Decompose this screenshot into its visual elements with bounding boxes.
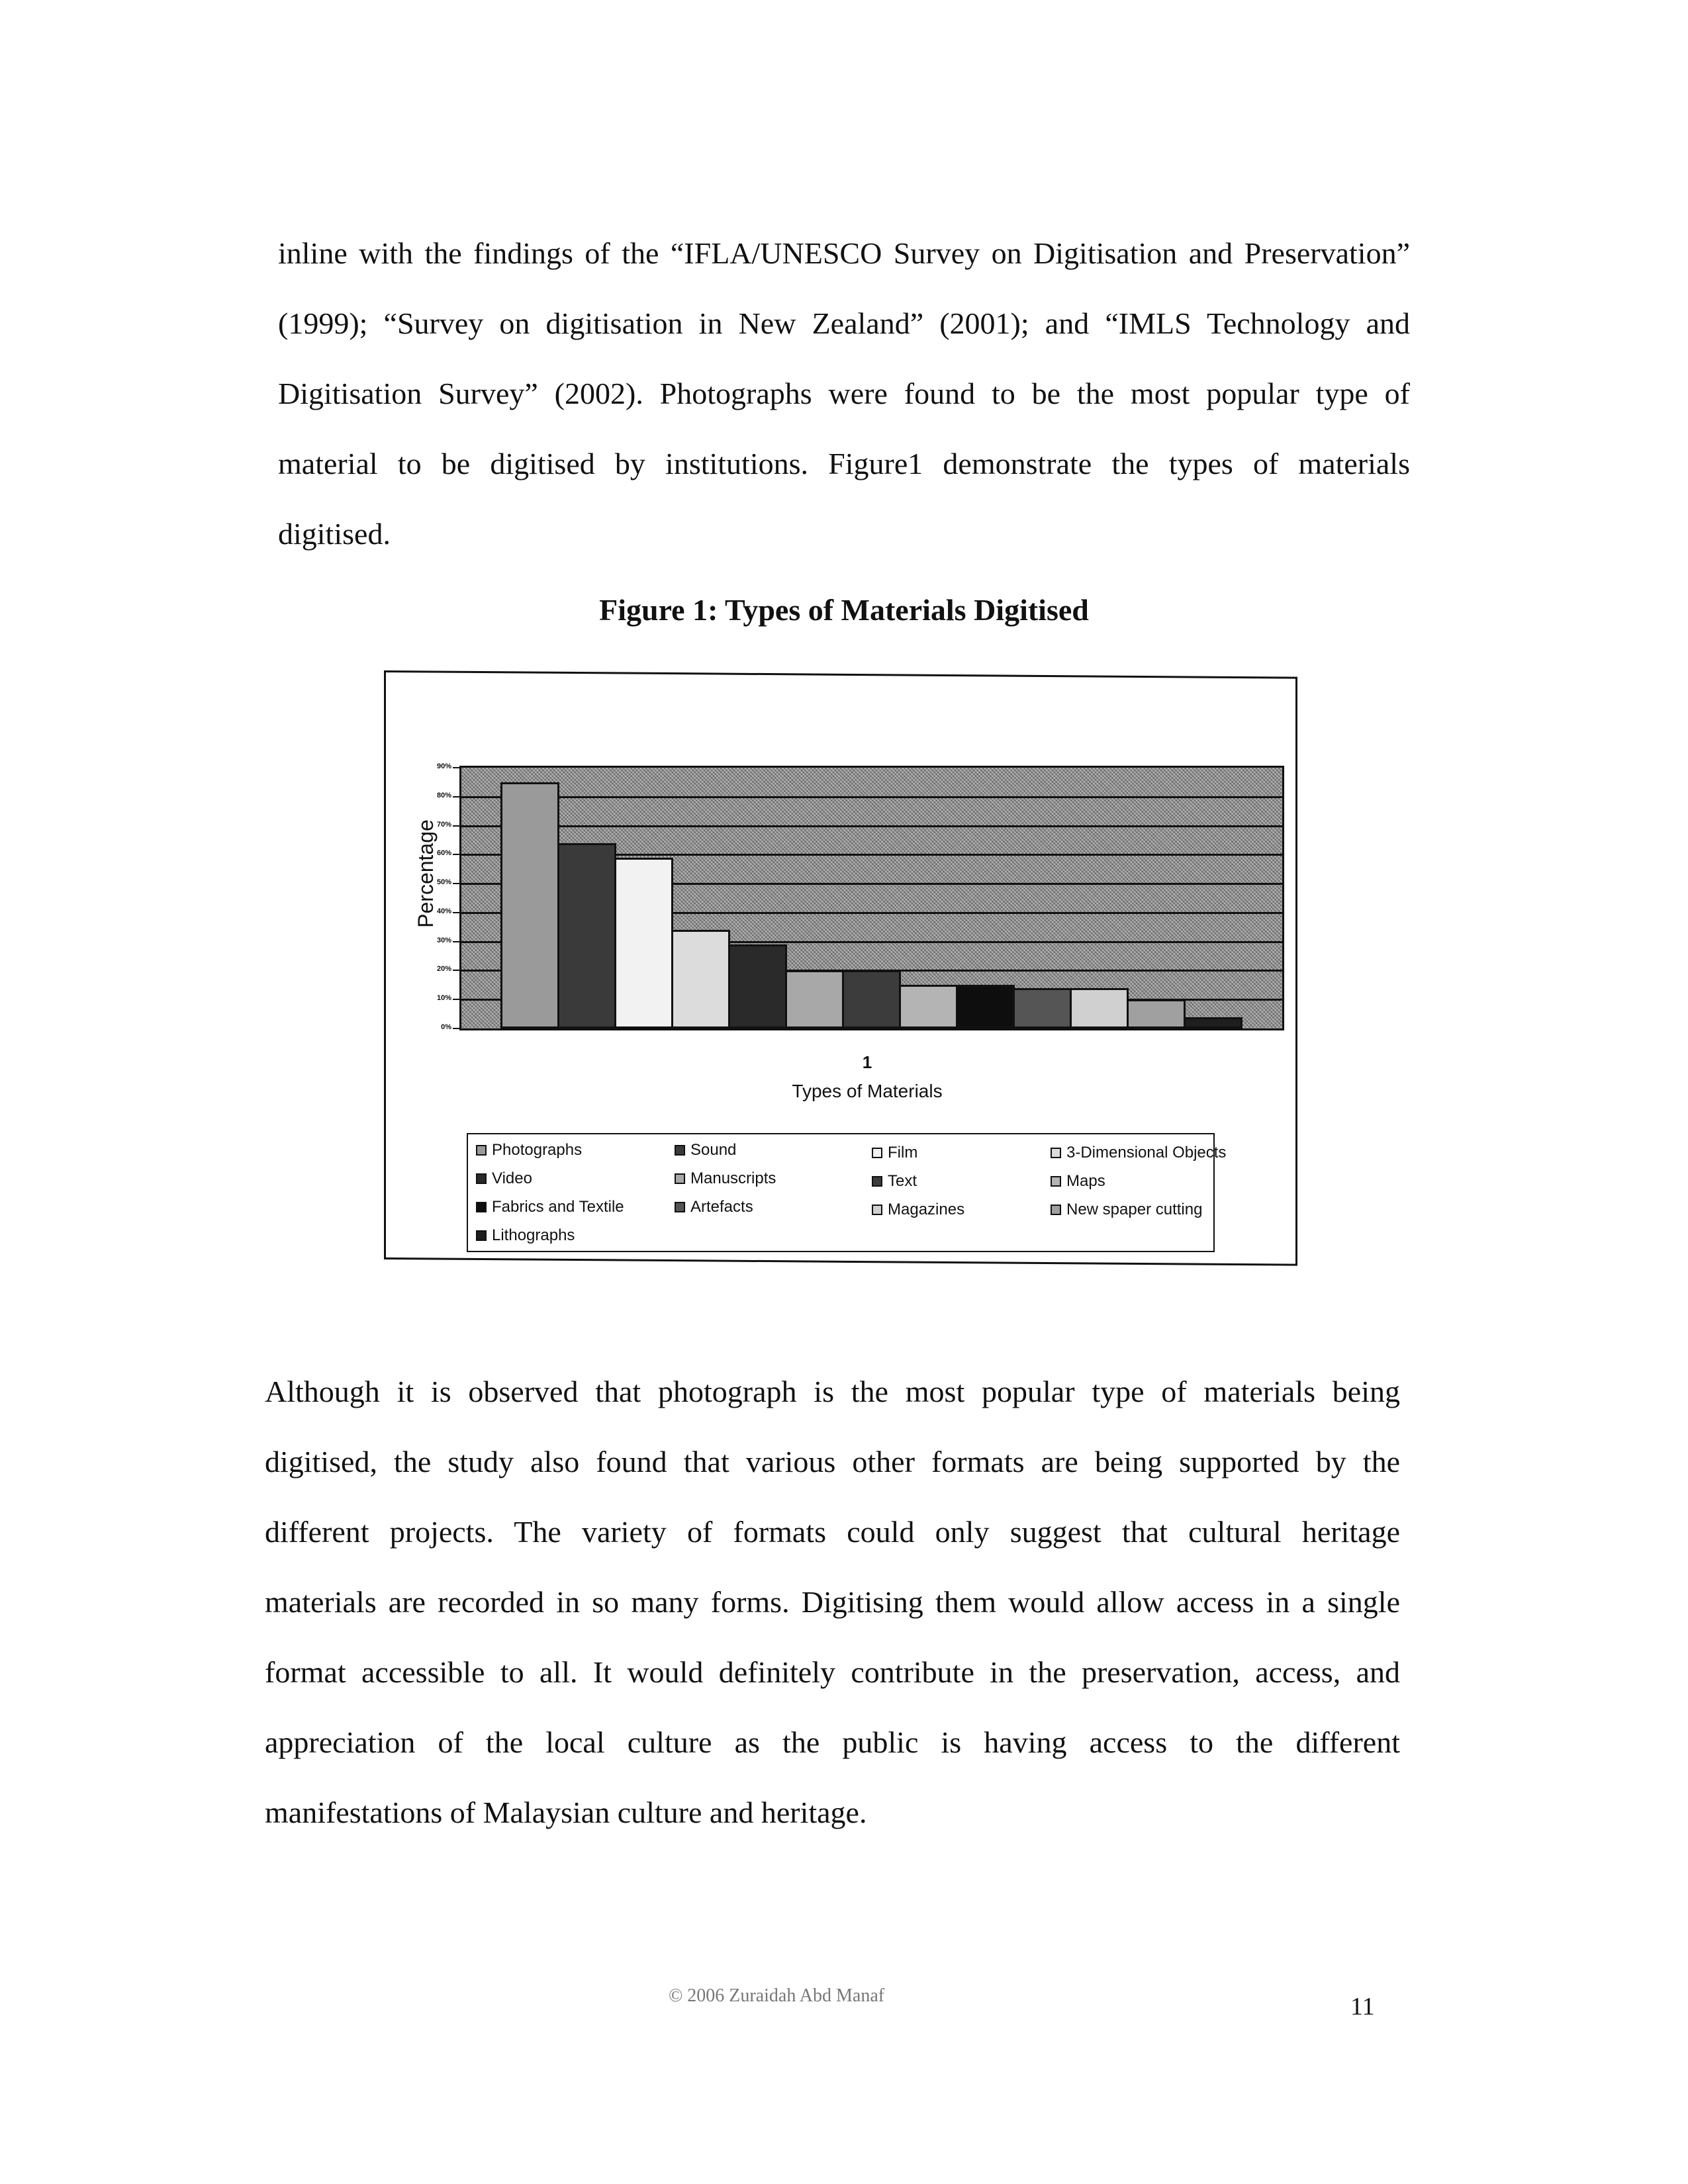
legend-swatch-icon xyxy=(476,1202,487,1212)
legend-swatch-icon xyxy=(872,1205,882,1215)
bar-manuscripts xyxy=(785,970,844,1028)
legend-item xyxy=(675,1194,753,1220)
y-tick-mark xyxy=(453,999,459,1000)
legend-swatch-icon xyxy=(476,1173,487,1184)
legend-swatch-icon xyxy=(675,1202,685,1212)
text-line: format accessible to all. It would definitely contribute in the preservation, access, and xyxy=(265,1655,1400,1689)
legend-label: Video xyxy=(492,1169,532,1187)
y-tick-mark xyxy=(453,941,459,942)
x-axis-label: Types of Materials xyxy=(792,1081,943,1101)
bar-maps xyxy=(899,985,958,1028)
legend-item xyxy=(1051,1140,1226,1166)
legend-item xyxy=(476,1194,624,1220)
chart-legend xyxy=(467,1133,1227,1252)
text-line: Digitisation Survey” (2002). Photographs were found to be the most popular type of xyxy=(278,377,1410,410)
intro-paragraph xyxy=(278,218,1410,569)
bar-video xyxy=(728,944,787,1028)
y-tick-label: 60% xyxy=(436,849,451,858)
legend-label: Manuscripts xyxy=(690,1169,776,1187)
text-line: manifestations of Malaysian culture and heritage. xyxy=(265,1796,867,1829)
y-tick-mark xyxy=(453,970,459,971)
legend-swatch-icon xyxy=(872,1176,882,1187)
discussion-paragraph xyxy=(265,1357,1400,1848)
y-axis-label: Percentage xyxy=(414,819,438,928)
page-number: 11 xyxy=(1350,1993,1375,2021)
figure-title: Figure 1: Types of Materials Digitised xyxy=(599,593,1089,627)
y-tick-mark xyxy=(453,883,459,884)
legend-item xyxy=(872,1197,964,1223)
text-line: Although it is observed that photograph is the most popular type of materials being xyxy=(265,1375,1400,1408)
text-line: inline with the findings of the “IFLA/UNESCO Survey on Digitisation and Preservation” xyxy=(278,236,1410,270)
legend-label: Fabrics and Textile xyxy=(492,1198,624,1216)
legend-item xyxy=(675,1137,736,1163)
legend-swatch-icon xyxy=(476,1145,487,1156)
text-line: different projects. The variety of formats could only suggest that cultural heritage xyxy=(265,1515,1400,1549)
legend-label: Text xyxy=(888,1172,917,1190)
legend-swatch-icon xyxy=(675,1173,685,1184)
legend-swatch-icon xyxy=(1051,1176,1061,1187)
legend-item xyxy=(1051,1168,1105,1195)
bar-text xyxy=(842,970,901,1028)
legend-item xyxy=(675,1165,776,1192)
legend-label: Film xyxy=(888,1144,918,1161)
legend-label: Magazines xyxy=(888,1201,965,1218)
x-category-label: 1 xyxy=(862,1052,872,1072)
legend-label: Lithographs xyxy=(492,1226,575,1244)
bar-magazines xyxy=(1070,988,1129,1028)
y-tick-label: 90% xyxy=(436,762,451,770)
legend-item xyxy=(476,1222,575,1249)
bar-newspaper-cutting xyxy=(1127,999,1186,1028)
y-tick-mark xyxy=(453,1028,459,1029)
bar-sound xyxy=(557,843,616,1028)
bar-artefacts xyxy=(1013,988,1072,1028)
legend-swatch-icon xyxy=(1051,1205,1061,1215)
legend-swatch-icon xyxy=(1051,1148,1061,1158)
y-tick-label: 50% xyxy=(436,878,451,887)
bar-film xyxy=(614,858,673,1028)
copyright-footer: © 2006 Zuraidah Abd Manaf xyxy=(669,1985,885,2006)
y-tick-label: 10% xyxy=(436,994,451,1003)
legend-item xyxy=(476,1165,532,1192)
legend-item xyxy=(476,1137,582,1163)
legend-label: New spaper cutting xyxy=(1066,1201,1203,1218)
bar-3-dimensional-objects xyxy=(671,930,730,1028)
legend-label: 3-Dimensional Objects xyxy=(1066,1144,1227,1161)
bar-lithographs xyxy=(1184,1017,1243,1029)
y-tick-label: 70% xyxy=(436,820,451,829)
text-line: digitised. xyxy=(278,517,391,551)
y-tick-mark xyxy=(453,767,459,768)
legend-swatch-icon xyxy=(675,1145,685,1156)
legend-item xyxy=(872,1168,917,1195)
y-tick-mark xyxy=(453,912,459,913)
legend-label: Photographs xyxy=(492,1141,583,1159)
text-line: material to be digitised by institutions. Figure1 demonstrate the types of materials xyxy=(278,447,1410,480)
y-tick-mark xyxy=(453,796,459,797)
legend-swatch-icon xyxy=(872,1148,882,1158)
y-tick-label: 0% xyxy=(441,1023,451,1031)
text-line: (1999); “Survey on digitisation in New Zealand” (2001); and “IMLS Technology and xyxy=(278,306,1410,340)
gridline xyxy=(461,825,1282,827)
bar-photographs xyxy=(500,782,559,1028)
legend-item xyxy=(1051,1197,1202,1223)
legend-label: Maps xyxy=(1066,1172,1105,1190)
y-tick-label: 40% xyxy=(436,907,451,915)
bar-fabrics-and-textile xyxy=(956,985,1015,1028)
text-line: materials are recorded in so many forms. Digitising them would allow access in a single xyxy=(265,1585,1400,1619)
legend-item xyxy=(872,1140,917,1166)
text-line: digitised, the study also found that various other formats are being supported by the xyxy=(265,1445,1400,1479)
gridline xyxy=(461,796,1282,798)
legend-label: Sound xyxy=(690,1141,737,1159)
y-tick-label: 30% xyxy=(436,936,451,944)
y-tick-mark xyxy=(453,825,459,827)
legend-swatch-icon xyxy=(476,1230,487,1241)
y-tick-label: 20% xyxy=(436,965,451,974)
y-tick-mark xyxy=(453,854,459,855)
legend-label: Artefacts xyxy=(690,1198,753,1216)
text-line: appreciation of the local culture as the public is having access to the different xyxy=(265,1725,1400,1759)
plot-area xyxy=(459,766,1284,1030)
y-tick-label: 80% xyxy=(436,791,451,799)
